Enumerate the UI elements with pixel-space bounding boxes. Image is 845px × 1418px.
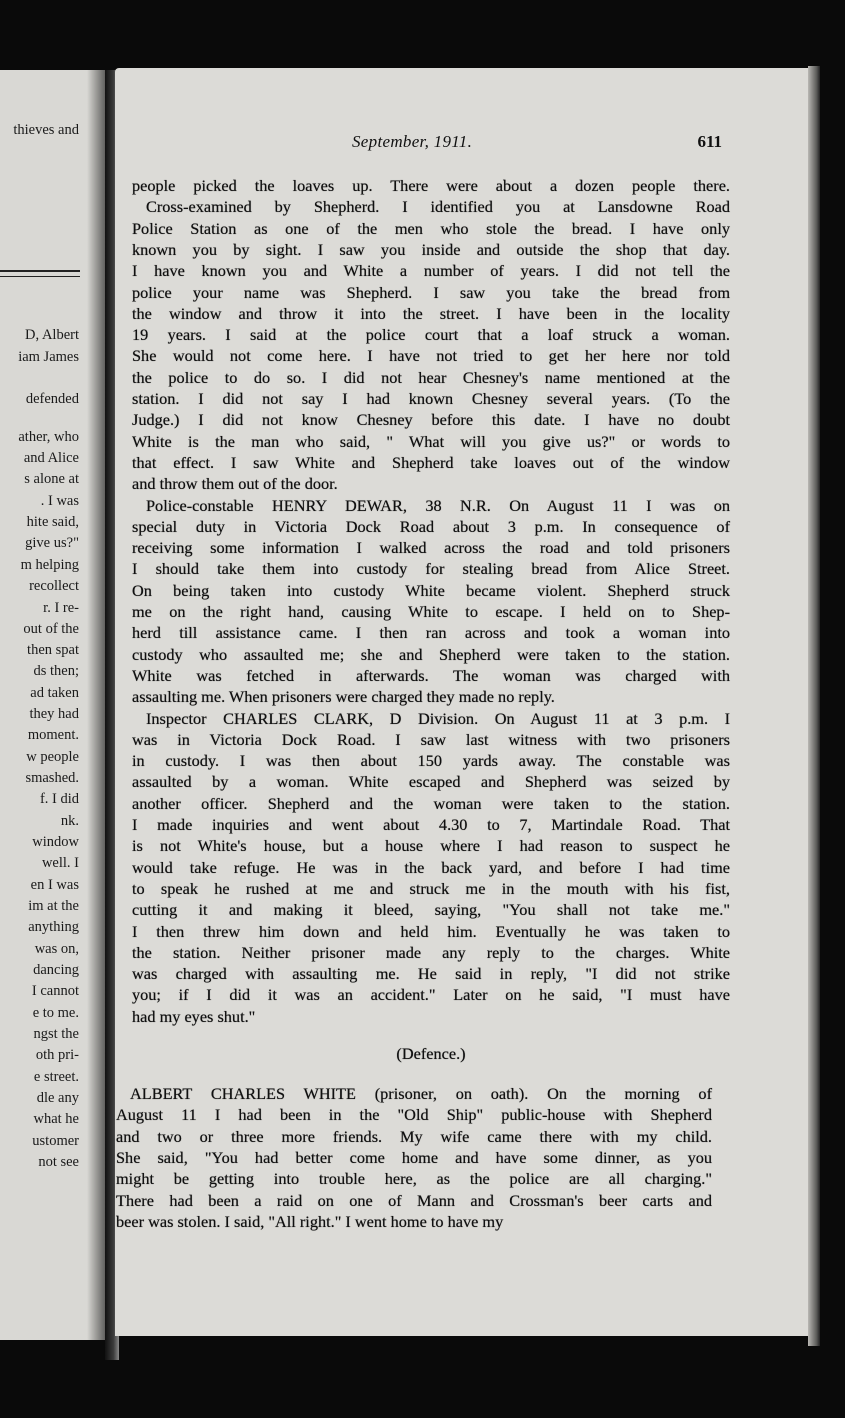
body-line: I should take them into custody for stealing bread from Alice Street.: [132, 559, 730, 579]
left-page-fragment: I cannot: [31, 983, 79, 999]
left-page-rule: [0, 270, 80, 272]
left-page-fragment: defended: [25, 391, 79, 407]
body-line: I have known you and White a number of years. I did not tell the: [132, 261, 730, 281]
body-line: I then threw him down and held him. Eventually he was taken to: [132, 921, 730, 941]
defence-line: beer was stolen. I said, "All right." I went home to have my: [116, 1211, 504, 1231]
left-page-fragment: ustomer: [32, 1133, 79, 1149]
body-line: 19 years. I said at the police court that a loaf struck a woman.: [132, 325, 730, 345]
left-page-fragment: en I was: [30, 877, 79, 893]
left-page-fragment: m helping: [20, 557, 79, 573]
body-line: assaulted by a woman. White escaped and Shepherd was seized by: [132, 772, 730, 792]
body-line: Cross-examined by Shepherd. I identified you at Lansdowne Road: [146, 197, 730, 217]
body-line: herd till assistance came. I then ran across and took a woman into: [132, 623, 730, 643]
left-page-fragment: then spat: [27, 642, 79, 658]
left-page-fragment: smashed.: [25, 770, 79, 786]
left-page-fragment: not see: [38, 1154, 79, 1170]
body-line: was in Victoria Dock Road. I saw last witness with two prisoners: [132, 729, 730, 749]
left-page-rule: [0, 276, 80, 277]
left-page-fragment: ather, who: [18, 429, 79, 445]
left-page-fragment: D, Albert: [25, 327, 79, 343]
left-page-fragment: they had: [29, 706, 79, 722]
body-line: and throw them out of the door.: [132, 474, 338, 494]
body-line: I made inquiries and went about 4.30 to 7, Martindale Road. That: [132, 815, 730, 834]
left-page-fragment: nk.: [60, 813, 79, 829]
left-page-fragment: dle any: [36, 1090, 79, 1106]
left-page-fragment: . I was: [40, 493, 79, 509]
body-line: me on the right hand, causing White to escape. I held on to Shep-: [132, 602, 730, 621]
left-page-fragment: what he: [33, 1111, 79, 1127]
body-line: that effect. I saw White and Shepherd take loaves out of the window: [132, 452, 730, 472]
left-page-fragment: im at the: [28, 898, 79, 914]
left-page-fragment: moment.: [27, 727, 79, 743]
defence-line: ALBERT CHARLES WHITE (prisoner, on oath). On the morning of: [130, 1084, 712, 1103]
left-page-fragment: iam James: [18, 349, 79, 365]
left-page-fragment: r. I re-: [43, 600, 79, 616]
body-line: On being taken into custody White became violent. Shepherd struck: [132, 580, 730, 600]
left-page-fragment: thieves and: [13, 122, 79, 138]
defence-line: August 11 I had been in the "Old Ship" public-house with Shepherd: [116, 1105, 712, 1125]
left-page-fragment: out of the: [23, 621, 79, 637]
body-line: Judge.) I did not know Chesney before this date. I have no doubt: [132, 410, 730, 430]
left-page-fragment: ds then;: [33, 663, 79, 679]
left-page-fragment: s alone at: [24, 471, 79, 487]
body-line: Inspector CHARLES CLARK, D Division. On August 11 at 3 p.m. I: [146, 708, 730, 728]
left-page-fragment: ngst the: [33, 1026, 79, 1042]
body-line: custody who assaulted me; she and Shepherd were taken to the station.: [132, 644, 730, 664]
body-line: cutting it and making it bleed, saying, "You shall not take me.": [132, 900, 730, 920]
body-line: in custody. I was then about 150 yards away. The constable was: [132, 751, 730, 771]
body-line: the police to do so. I did not hear Chesney's name mentioned at the: [132, 367, 730, 387]
body-line: to speak he rushed at me and struck me in the mouth with his fist,: [132, 878, 730, 898]
left-page-fragment: and Alice: [23, 450, 79, 466]
page-header: [352, 132, 722, 156]
body-line: station. I did not say I had known Chesney several years. (To the: [132, 389, 730, 408]
running-head: September, 1911.: [352, 132, 473, 151]
left-page-fragment: hite said,: [26, 514, 79, 530]
body-line: the station. Neither prisoner made any reply to the charges. White: [132, 942, 730, 962]
body-line: police your name was Shepherd. I saw you take the bread from: [132, 282, 730, 302]
page-number: 611: [697, 132, 722, 151]
defence-line: and two or three more friends. My wife came there with my child.: [116, 1126, 712, 1146]
left-page-fragment: e street.: [33, 1069, 79, 1085]
body-line: Police Station as one of the men who stole the bread. I have only: [132, 218, 730, 238]
body-line: people picked the loaves up. There were about a dozen people there.: [132, 176, 730, 195]
body-line: had my eyes shut.": [132, 1006, 256, 1026]
section-heading: (Defence.): [396, 1044, 466, 1063]
page-shadow: [87, 70, 105, 1340]
left-page-fragment: was on,: [34, 941, 79, 957]
left-page-edge: [0, 70, 105, 1340]
body-line: the window and throw it into the street. I have been in the locality: [132, 303, 730, 323]
left-page-fragment: ad taken: [30, 685, 79, 701]
defence-line: There had been a raid on one of Mann and Crossman's beer carts and: [116, 1190, 712, 1210]
body-line: She would not come here. I have not tried to get her here nor told: [132, 346, 730, 366]
body-line: assaulting me. When prisoners were charged they made no reply.: [132, 687, 555, 707]
defence-line: She said, "You had better come home and have some dinner, as you: [116, 1147, 712, 1167]
body-line: White is the man who said, " What will you give us?" or words to: [132, 431, 730, 451]
body-line: was charged with assaulting me. He said in reply, "I did not strike: [132, 964, 730, 984]
body-line: special duty in Victoria Dock Road about 3 p.m. In consequence of: [132, 516, 730, 536]
body-line: you; if I did it was an accident." Later on he said, "I must have: [132, 985, 730, 1005]
left-page-fragment: e to me.: [32, 1005, 79, 1021]
body-line: White was fetched in afterwards. The woman was charged with: [132, 665, 730, 685]
body-line: Police-constable HENRY DEWAR, 38 N.R. On August 11 I was on: [146, 495, 730, 515]
defence-line: might be getting into trouble here, as the police are all charging.": [116, 1169, 712, 1189]
left-page-fragment: give us?": [25, 535, 79, 551]
left-page-fragment: w people: [26, 749, 79, 765]
body-line: another officer. Shepherd and the woman were taken to the station.: [132, 793, 730, 813]
left-page-fragment: recollect: [29, 578, 79, 594]
body-line: would take refuge. He was in the back yard, and before I had time: [132, 857, 730, 877]
left-page-fragment: f. I did: [39, 791, 79, 807]
left-page-fragment: oth pri-: [35, 1047, 79, 1063]
left-page-fragment: well. I: [41, 855, 79, 871]
body-line: receiving some information I walked across the road and told prisoners: [132, 538, 730, 558]
left-page-fragment: dancing: [33, 962, 79, 978]
left-page-fragment: window: [32, 834, 79, 850]
body-line: is not White's house, but a house where I had reason to suspect he: [132, 836, 730, 856]
body-line: known you by sight. I saw you inside and outside the shop that day.: [132, 239, 730, 259]
page-edge: [808, 66, 820, 1346]
left-page-fragment: anything: [28, 919, 79, 935]
